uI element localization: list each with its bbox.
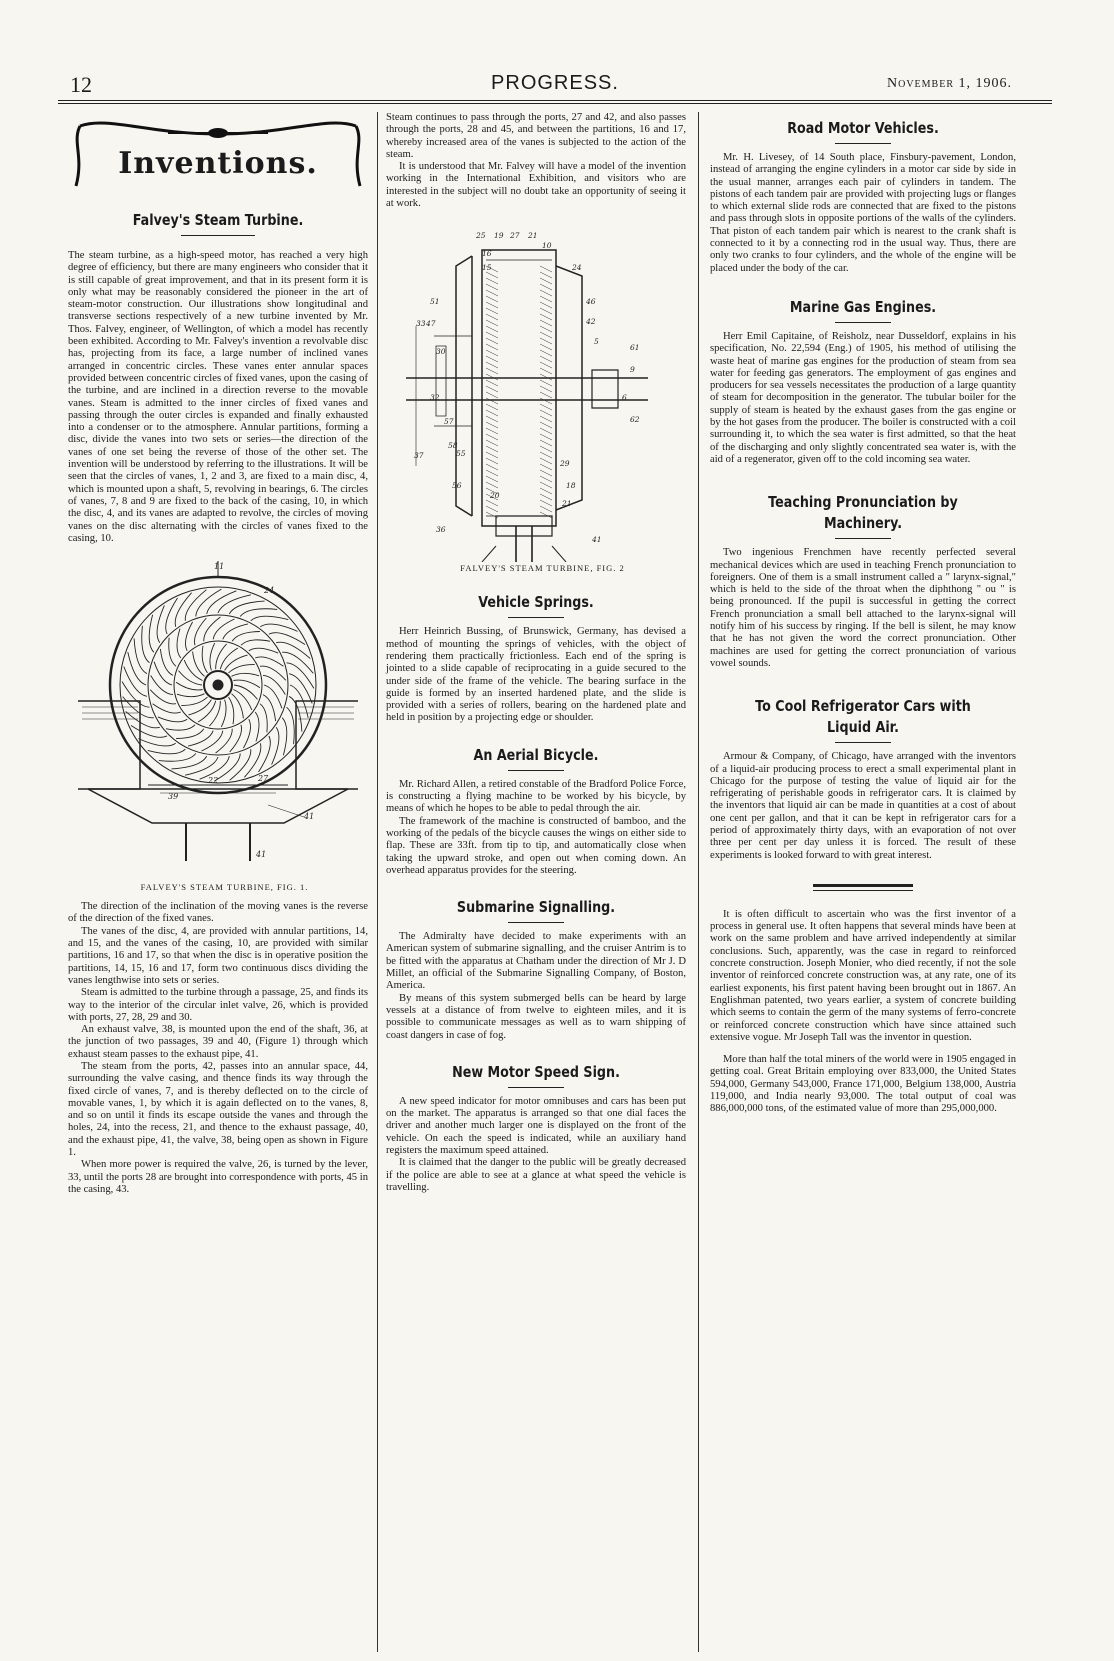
turbine-vane — [234, 685, 258, 699]
fig2-label: 9 — [630, 365, 635, 375]
hatch-line — [540, 362, 552, 368]
turbine-vane — [160, 649, 173, 676]
hatch-line — [540, 302, 552, 308]
headline-rule — [508, 617, 564, 618]
hatch-line — [486, 302, 498, 308]
turbine-vane — [241, 640, 270, 645]
issue-date: November 1, 1906. — [886, 76, 1012, 91]
hatch-line — [540, 326, 552, 332]
pronunciation-headline-line-2: Machinery. — [823, 514, 903, 533]
fig2-label: 21 — [528, 231, 538, 241]
hatch-line — [486, 446, 498, 452]
hatch-line — [486, 512, 498, 518]
hatch-line — [540, 482, 552, 488]
hatch-line — [486, 380, 498, 386]
fig2-label: 61 — [630, 343, 640, 353]
hatch-line — [540, 368, 552, 374]
road-motor-paragraph: Mr. H. Livesey, of 14 South place, Finsbury-pavement, London, instead of arranging the engine cylinders in a motor car side by side in the usual manner, arranges each pair of cylinders in tandem. The pistons of each tandem pair are provided with projecting lugs or flanges to which external slide rods are connected that are fixed to the pistons and pass through slots in opposite portions of the walls of the cylinders. That piston of each tandem pair which is nearest to the crank shaft is connected to it by a connecting rod in the usual way. Thus, there are only two cranks to four cylinders, and the whole of the engine will be placed under the body of the car. — [710, 152, 1016, 274]
hatch-line — [540, 374, 552, 380]
refrigerator-paragraph: Armour & Company, of Chicago, have arranged with the inventors of a liquid-air producing process to erect a small experimental plant in Chicago for the purpose of testing the value of liquid air for the refrigerating of perishable goods in refrigerator cars. It is claimed by the inventors that liquid air can be made in quantities at a cost of about one cent per gallon, and that it can be kept in refrigerator cars for a period of approximately thirty days, with an evaporation of not over three per cent per day unless it is forced. The result of these experiments is looked forward to with great interest. — [710, 751, 1016, 861]
falvey-paragraph-8: Steam continues to pass through the ports, 27 and 42, and also passes through the ports, 28 and 45, and between the partitions, 16 and 17, whereby increased area of the vanes is subjected to the action of the steam. — [386, 112, 686, 160]
hatch-line — [540, 344, 552, 350]
hatch-line — [540, 386, 552, 392]
hatch-line — [540, 470, 552, 476]
fig1-label: 24 — [264, 586, 275, 596]
hatch-line — [540, 266, 552, 272]
speed-sign-paragraph-1: A new speed indicator for motor omnibuses and cars has been put on the market. The apparatus is arranged so that one dial faces the driver and another much larger one is displayed on the front of the vehicle. On each the speed is indicated, while an auxiliary hand registers the maximum speed attained. — [386, 1095, 686, 1156]
concrete-paragraph: It is often difficult to ascertain who was the first inventor of a process in general use. It often happens that several minds have been at work on the same problem and have arrived independently at similar conclusions. Such, apparently, was the case in regard to reinforced concrete construction. Joseph Monier, who died recently, if not the sole inventor of reinforced concrete construction was, at any rate, one of its earliest exponents, his first patent having been brought out in 1867. An Englishman patented, two years earlier, a system of concrete building which seems to contain the germ of the many systems of ferro-concrete or reinforced concrete construction which have since attained such extensive vogue. Mr Joseph Tall was the inventor in question. — [710, 908, 1016, 1043]
hatch-line — [486, 332, 498, 338]
hatch-line — [540, 506, 552, 512]
figure-1-caption: FALVEY'S STEAM TURBINE, FIG. 1. — [140, 882, 309, 893]
refrigerator-headline-line-1: To Cool Refrigerator Cars with — [755, 697, 971, 716]
column-3 — [710, 118, 1016, 1116]
turbine-vane — [151, 676, 173, 695]
hatch-line — [540, 512, 552, 518]
hatch-line — [540, 422, 552, 428]
column-divider-2 — [698, 112, 699, 1652]
turbine-vane — [202, 646, 207, 673]
turbine-vane — [215, 754, 241, 781]
hatch-line — [486, 482, 498, 488]
turbine-vane — [220, 648, 238, 669]
headline-rule — [835, 538, 891, 539]
fig2-label: 47 — [426, 319, 436, 329]
turbine-vane — [287, 707, 295, 744]
submarine-signalling-headline: Submarine Signalling. — [456, 898, 616, 917]
fig2-label: 29 — [560, 459, 570, 469]
falvey-paragraph-6: The steam from the ports, 42, passes into an annular space, 44, surrounding the valve casing, and thence finds its way through the fixed circle of vanes, 7, and is thereby deflected on to the circle of movable vanes, 1, by which it is again deflected on to the vanes, 8, and so on until it finds its escape outside the vanes and through the holes, 24, into the recess, 21, and thence to the exhaust passage, 40, and the exhaust pipe, 41, the valve, 38, being open as shown in Figure 1. — [68, 1060, 368, 1159]
fig2-label: 5 — [594, 337, 599, 347]
aerial-bicycle-paragraph-1: Mr. Richard Allen, a retired constable of the Bradford Police Force, is constructing a flying machine to be worked by his bicycle, by means of which he hopes to be able to pedal through the air. — [386, 778, 686, 815]
turbine-vane — [169, 638, 176, 667]
speed-sign-paragraph-2: It is claimed that the danger to the public will be greatly decreased if the police are able to see at a glance at what speed the vehicle is travelling. — [386, 1157, 686, 1193]
turbine-vane — [230, 725, 242, 752]
turbine-vane — [150, 690, 176, 704]
hatch-line — [540, 350, 552, 356]
turbine-vane — [233, 690, 251, 710]
turbine-vane — [166, 725, 195, 730]
turbine-vane — [229, 665, 255, 673]
hatch-line — [540, 494, 552, 500]
coal-miners-paragraph: More than half the total miners of the world were in 1905 engaged in getting coal. Great Britain employing over 833,000, the United States 594,000, Germany 543,000, France 171,000, Belgium 138,000, Austria 119,000, and India nearly 93,000. The total output of coal was 886,000,000 tons, of the estimated value of more than 295,000,000. — [710, 1054, 1016, 1115]
hatch-line — [486, 464, 498, 470]
headline-ornament-rule — [181, 235, 255, 236]
hatch-line — [540, 488, 552, 494]
hatch-line — [540, 356, 552, 362]
marine-gas-headline: Marine Gas Engines. — [789, 297, 937, 316]
hatch-line — [486, 362, 498, 368]
publication-title: PROGRESS. — [491, 72, 619, 94]
hatch-line — [486, 416, 498, 422]
hatch-line — [486, 296, 498, 302]
turbine-vane — [260, 624, 297, 631]
hatch-line — [486, 386, 498, 392]
fig2-label: 20 — [490, 491, 500, 501]
turbine-vane — [138, 739, 175, 746]
column-divider-1 — [377, 112, 378, 1652]
falvey-paragraph-5: An exhaust valve, 38, is mounted upon the end of the shaft, 36, at the junction of two passages, 39 and 40, (Figure 1) through which exhaust steam passes to the exhaust pipe, 41. — [68, 1024, 368, 1060]
hatch-line — [540, 446, 552, 452]
fig2-label: 55 — [456, 449, 466, 459]
hatch-line — [540, 398, 552, 404]
fig2-label: 18 — [566, 481, 576, 491]
turbine-transverse-section-drawing — [68, 561, 368, 873]
hatch-line — [486, 320, 498, 326]
hatch-line — [540, 332, 552, 338]
turbine-vane — [272, 727, 279, 764]
fig1-label: 41 — [304, 812, 315, 822]
turbine-vane — [263, 676, 285, 695]
fig2-label: 21 — [562, 499, 572, 509]
hatch-line — [486, 404, 498, 410]
hatch-line — [486, 422, 498, 428]
turbine-vane — [251, 616, 289, 621]
fig2-label: 56 — [452, 481, 462, 491]
vehicle-springs-headline: Vehicle Springs. — [478, 593, 594, 612]
turbine-vane — [184, 660, 202, 680]
fig1-label: 22 — [208, 776, 219, 786]
column-2 — [386, 112, 686, 1194]
hatch-line — [486, 338, 498, 344]
turbine-vane — [148, 749, 186, 754]
turbine-vane — [243, 719, 250, 748]
turbine-vane — [196, 589, 222, 616]
fig2-label: 33 — [416, 319, 426, 329]
turbine-vane — [255, 712, 259, 741]
fig2-label: 58 — [448, 441, 458, 451]
fig2-label: 16 — [482, 249, 492, 259]
headline-rule — [508, 922, 564, 923]
hatch-line — [486, 290, 498, 296]
fig2-label: 46 — [586, 297, 596, 307]
falvey-paragraph-1: The steam turbine, as a high-speed motor, has reached a very high degree of efficiency, but there are many engineers who consider that it is still capable of great improvement, and that in its present form it is only what may be reasonably considered the pioneer in the art of steam-motor construction. Our illustrations show longitudinal and transverse sections respectively of a new turbine invented by Mr. Thos. Falvey, engineer, of Wellington, of which a model has recently been exhibited. According to Mr. Falvey's invention a revolvable disc has, projecting from its face, a large number of inclined vanes arranged in concentric circles. These vanes enter annular spaces provided between concentric circles of fixed vanes, upon the casing of the turbine, and are inclined in a direction reverse to the movable vanes. Steam is admitted to the inner circles of fixed vanes and passing through the outer circles is expanded and finally exhausted into a condenser or to the atmosphere. Annular partitions, forming a disc, divide the vanes into two sets or series—the direction of the vanes of one set being the reverse of those of the other set. The invention will be understood by referring to the illustrations. It will be seen that the circles of vanes, 1, 2 and 3, are fixed to a main disc, 4, which is mounted upon a shaft, 5, revolving in bearings, 6. The circles of vanes, 7, 8 and 9 are fixed to the back of the casing, 10, in which the disc, 4, and its vanes are adapted to revolve, the circles of moving vanes on the disc alternating with the circles of vanes fixed to the casing, 10. — [68, 250, 368, 544]
fig1-label: 41 — [256, 850, 267, 860]
fig2-label: 27 — [510, 231, 520, 241]
turbine-vane — [216, 729, 233, 753]
column-1 — [68, 112, 368, 1196]
submarine-paragraph-1: The Admiralty have decided to make experiments with an American system of submarine signalling, and the cruiser Antrim is to be fitted with the apparatus at Chatham under the direction of Mr J. D Millet, an official of the Submarine Signalling Company, of Boston, America. — [386, 931, 686, 992]
hatch-line — [486, 374, 498, 380]
turbine-vane — [229, 697, 234, 724]
banner-title: Inventions. — [118, 146, 318, 181]
page-number: 12 — [70, 72, 92, 97]
turbine-vane — [179, 671, 203, 685]
hatch-line — [540, 308, 552, 314]
turbine-longitudinal-section-drawing — [386, 226, 686, 562]
hatch-line — [540, 380, 552, 386]
hatch-line — [540, 284, 552, 290]
falvey-paragraph-3: The vanes of the disc, 4, are provided with annular partitions, 14, and 15, and the vanes of the casing, 10, are provided with similar partitions, 16 and 17, so that when the disc is in operative position the partitions, 14, 15, 16 and 17, form two continuous discs dividing the vanes lengthwise into sets or series. — [68, 925, 368, 986]
falvey-headline: Falvey's Steam Turbine. — [132, 211, 304, 229]
falvey-paragraph-7: When more power is required the valve, 26, is turned by the lever, 33, until the ports 28 are brought into correspondence with ports, 45 in the casing, 43. — [68, 1159, 368, 1195]
pronunciation-headline-line-1: Teaching Pronunciation by — [768, 493, 958, 512]
hatch-line — [486, 308, 498, 314]
hatch-line — [486, 314, 498, 320]
turbine-vane — [157, 606, 164, 643]
fig2-label: 6 — [622, 393, 627, 403]
hatch-line — [540, 392, 552, 398]
hatch-line — [540, 272, 552, 278]
turbine-vane — [181, 697, 207, 705]
fig2-label: 10 — [542, 241, 552, 251]
fig1-label: 11 — [214, 562, 225, 572]
hatch-line — [486, 344, 498, 350]
hatch-line — [486, 440, 498, 446]
turbine-vane — [194, 618, 206, 645]
masthead — [58, 72, 1052, 102]
headline-rule — [835, 143, 891, 144]
hatch-line — [486, 500, 498, 506]
fig2-label: 51 — [430, 297, 440, 307]
turbine-vane — [240, 609, 277, 617]
figure-2-caption: FALVEY'S STEAM TURBINE, FIG. 2 — [460, 563, 625, 574]
turbine-vane — [210, 643, 215, 670]
hatch-line — [540, 278, 552, 284]
refrigerator-headline-line-2: Liquid Air. — [827, 718, 899, 737]
hatch-line — [540, 290, 552, 296]
headline-rule — [835, 322, 891, 323]
hatch-line — [540, 434, 552, 440]
turbine-vane — [232, 694, 244, 719]
hatch-line — [486, 452, 498, 458]
hatch-line — [540, 428, 552, 434]
hatch-line — [486, 272, 498, 278]
fig2-label: 19 — [494, 231, 504, 241]
figure-2 — [386, 226, 686, 578]
headline-rule — [835, 742, 891, 743]
headline-rule — [508, 1087, 564, 1088]
masthead-rule — [58, 100, 1052, 101]
marine-gas-paragraph: Herr Emil Capitaine, of Reisholz, near Dusseldorf, explains in his specification, No. 22,594 (Eng.) of 1905, his method of utilising the waste heat of marine gas engines for the production of steam from sea water for feeding gas generators. The employment of gas engines and producers for sea vessels necessitates the production of a large quantity of steam for decomposition in the generator. The tubular boiler for the supply of steam is heated by the exhaust gases from the gas engine or by the hot gases from the producer. The boiler is constructed with a coil surrounding it, to which the sea water is first admitted, so that the heat of the discharging and only slightly concentrated sea water is, with the aid of a regenerator, given off to the cold incoming sea water. — [710, 330, 1016, 465]
road-motor-headline: Road Motor Vehicles. — [787, 119, 939, 137]
fig2-label: 30 — [436, 347, 446, 357]
turbine-vane — [176, 682, 203, 690]
fig2-label: 36 — [436, 525, 446, 535]
hatch-line — [486, 428, 498, 434]
fig2-label: 37 — [414, 451, 424, 461]
aerial-bicycle-headline: An Aerial Bicycle. — [473, 745, 599, 764]
turbine-vane — [249, 648, 278, 653]
masthead-rule-2 — [58, 103, 1052, 104]
hatch-line — [486, 278, 498, 284]
hatch-line — [486, 326, 498, 332]
turbine-vane — [159, 754, 196, 762]
turbine-vane — [260, 704, 267, 733]
hatch-line — [486, 476, 498, 482]
fig2-label: 25 — [476, 231, 486, 241]
hatch-line — [540, 440, 552, 446]
hatch-line — [486, 350, 498, 356]
submarine-paragraph-2: By means of this system submerged bells can be heard by large vessels at a distance of from twelve to eighteen miles, and it is possible to communicate messages as well as to warn shipping of coast dangers in case of fog. — [386, 992, 686, 1041]
turbine-vane — [204, 617, 221, 641]
fig2-label: 32 — [430, 393, 440, 403]
hatch-line — [540, 410, 552, 416]
hatch-line — [540, 416, 552, 422]
hatch-line — [540, 404, 552, 410]
inventions-banner — [68, 112, 368, 196]
turbine-vane — [122, 682, 149, 708]
turbine-vane — [282, 718, 287, 756]
turbine-vane — [221, 700, 226, 727]
turbine-vane — [142, 626, 150, 663]
fig2-label: 42 — [586, 317, 596, 327]
turbine-vane — [232, 673, 260, 676]
turbine-vane — [177, 694, 205, 697]
hatch-line — [540, 476, 552, 482]
pronunciation-paragraph: Two ingenious Frenchmen have recently perfected several mechanical devices which are used in teaching French pronunciation to foreigners. One of them is a small instrument called a " larynx-signal," which is held to the side of the throat when the diphthong " ou " is being pronounced. If the pupil is successful in getting the correct French pronunciation a small bell attached to the larynx-signal will notify him of his success by ringing. If the bell is silent, he may know that he has not given the word the correct pronunciation. Other machines are used for getting the correct pronunciation of various vowel sounds. — [710, 547, 1016, 669]
hatch-line — [540, 452, 552, 458]
hatch-line — [486, 284, 498, 290]
turbine-vane — [153, 704, 181, 713]
falvey-paragraph-4: Steam is admitted to the turbine through a passage, 25, and finds its way to the interior of the circular inlet valve, 26, which is provided with ports, 27, 28, 29 and 30. — [68, 987, 368, 1023]
hatch-line — [486, 506, 498, 512]
fig2-label: 15 — [482, 263, 492, 273]
turbine-vane — [223, 624, 248, 639]
hatch-line — [540, 458, 552, 464]
turbine-vane — [149, 615, 154, 653]
hatch-line — [540, 296, 552, 302]
fig1-label: 27 — [258, 774, 269, 784]
fig2-label: 24 — [572, 263, 582, 273]
turbine-vane — [233, 680, 260, 688]
hatch-line — [486, 410, 498, 416]
hatch-line — [486, 398, 498, 404]
hatch-line — [486, 392, 498, 398]
hatch-line — [540, 314, 552, 320]
vehicle-springs-paragraph: Herr Heinrich Bussing, of Brunswick, Germany, has devised a method of mounting the springs of vehicles, with the object of rendering them practically frictionless. Each end of the spring is jointed to a slide capable of reciprocating in a guide secured to the under side of the frame of the vehicle. The bearing surface in the guide is formed by an inserted hardened plate, and the slide is provided with a series of rollers, bearing on the hardened plate and held in position by a projecting edge or shoulder. — [386, 626, 686, 724]
section-divider — [813, 884, 913, 891]
headline-rule — [508, 770, 564, 771]
hatch-line — [540, 320, 552, 326]
turbine-vane — [255, 657, 283, 666]
falvey-paragraph-2: The direction of the inclination of the moving vanes is the reverse of the direction of the fixed vanes. — [68, 901, 368, 925]
turbine-vane — [198, 701, 216, 722]
hatch-line — [486, 434, 498, 440]
fig2-label: 57 — [444, 417, 454, 427]
hatch-line — [540, 464, 552, 470]
turbine-vane — [260, 666, 286, 680]
turbine-vane — [193, 652, 205, 677]
turbine-vane — [185, 622, 192, 651]
fig2-label: 62 — [630, 415, 640, 425]
hatch-line — [486, 458, 498, 464]
fig2-label: 41 — [592, 535, 602, 545]
turbine-vane — [263, 695, 276, 722]
turbine-vane — [287, 663, 314, 689]
figure-1 — [68, 561, 368, 891]
turbine-vane — [177, 629, 181, 658]
hatch-line — [540, 500, 552, 506]
falvey-paragraph-9: It is understood that Mr. Falvey will have a model of the invention working in the International Exhibition, and visitors who are interested in the subject will no doubt take an opportunity of seeing it at work. — [386, 161, 686, 210]
hatch-line — [486, 356, 498, 362]
hatch-line — [540, 338, 552, 344]
hatch-line — [486, 470, 498, 476]
fig1-label: 39 — [168, 792, 179, 802]
speed-sign-headline: New Motor Speed Sign. — [452, 1062, 620, 1081]
aerial-bicycle-paragraph-2: The framework of the machine is constructed of bamboo, and the working of the pedals of the bicycle causes the wings on either side to flap. These are 33ft. from tip to tip, and automatically close when taking the upward stroke, and open out when coming down. An overhead apparatus provides for the steering. — [386, 815, 686, 876]
turbine-vane — [158, 717, 187, 722]
hatch-line — [486, 368, 498, 374]
turbine-vane — [188, 731, 213, 746]
